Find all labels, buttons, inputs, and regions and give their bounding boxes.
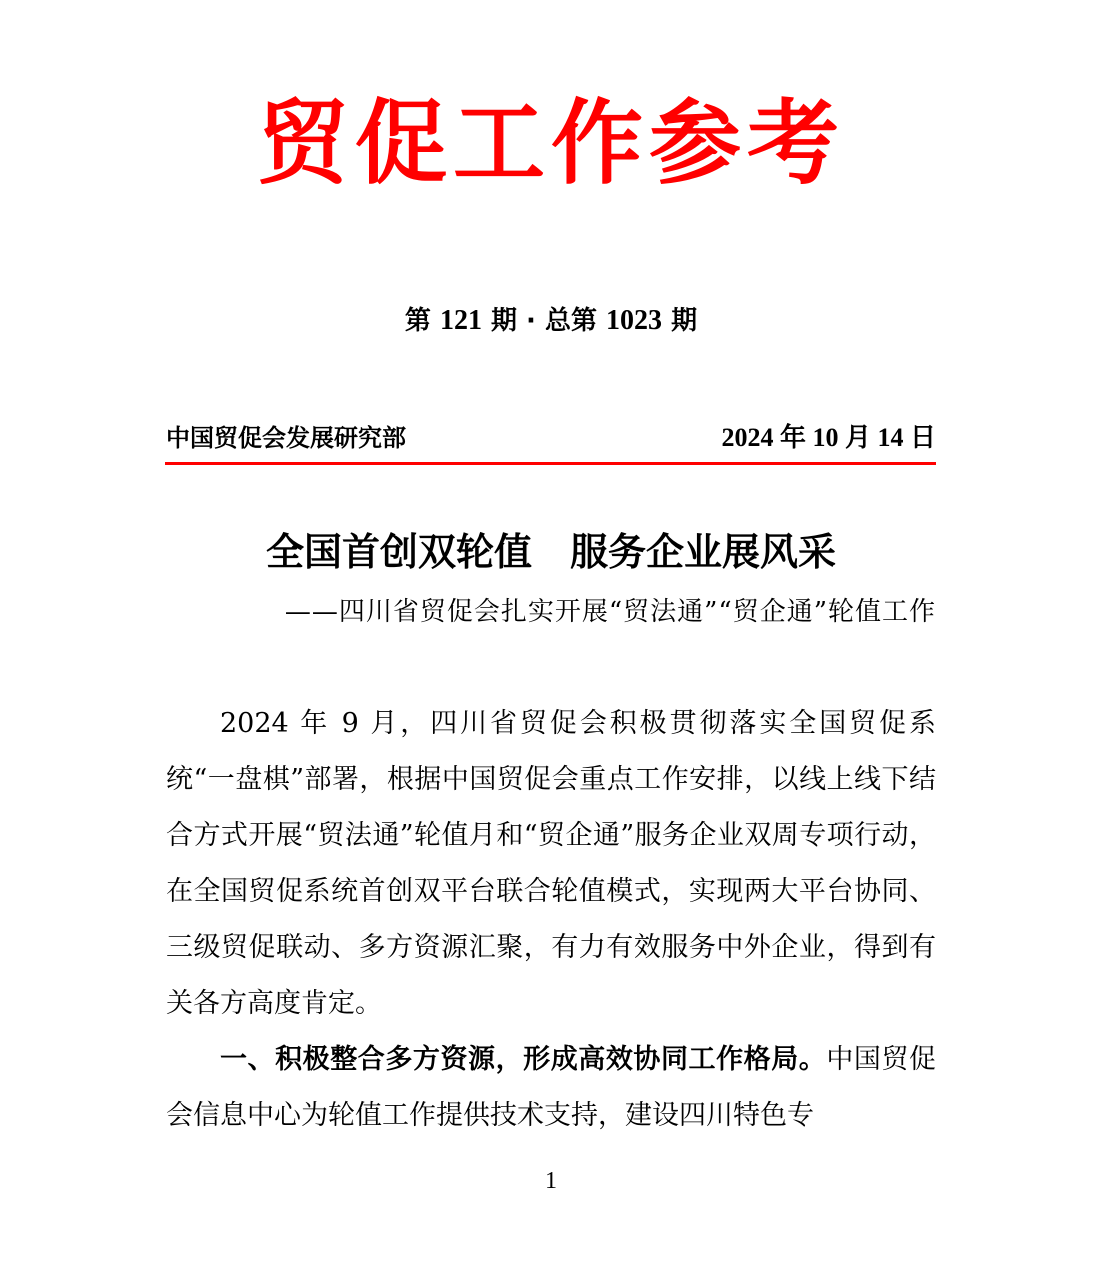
paragraph-text: 2024 年 9 月，四川省贸促会积极贯彻落实全国贸促系统“一盘棋”部署，根据中国贸促会重点工作安排，以线上线下结合方式开展“贸法通”轮值月和“贸企通”服务企业双周专项行动，在全国贸促系统首创双平台联合轮值模式，实现两大平台协同、三级贸促联动、多方资源汇聚，有力有效服务中外企业，得到有关各方高度肯定。	[166, 708, 936, 1019]
paragraph-text: 中国贸促会信息中心为轮值工作提供技术支持，建设四川特色专	[166, 1044, 937, 1131]
publication-date: 2024 年 10 月 14 日	[721, 423, 936, 452]
masthead-title: 贸促工作参考	[256, 89, 845, 197]
article-body	[166, 696, 936, 1144]
paragraph	[166, 696, 936, 1032]
article-subtitle: ——四川省贸促会扎实开展“贸法通”“贸企通”轮值工作	[284, 597, 936, 627]
red-divider	[165, 462, 936, 465]
paragraph	[166, 1032, 936, 1144]
issue-middle: 期 · 总第	[491, 306, 597, 336]
section-heading: 一、积极整合多方资源，形成高效协同工作格局。	[220, 1044, 827, 1075]
issue-number-line	[0, 303, 1102, 339]
department-name: 中国贸促会发展研究部	[166, 424, 406, 452]
publication-meta	[166, 420, 936, 456]
issue-number: 121	[439, 305, 482, 336]
article-title: 全国首创双轮值 服务企业展风采	[265, 530, 836, 574]
total-issue-number: 1023	[606, 305, 663, 336]
page-number: 1	[545, 1168, 557, 1194]
issue-suffix: 期	[671, 306, 698, 336]
issue-prefix: 第	[404, 306, 431, 336]
